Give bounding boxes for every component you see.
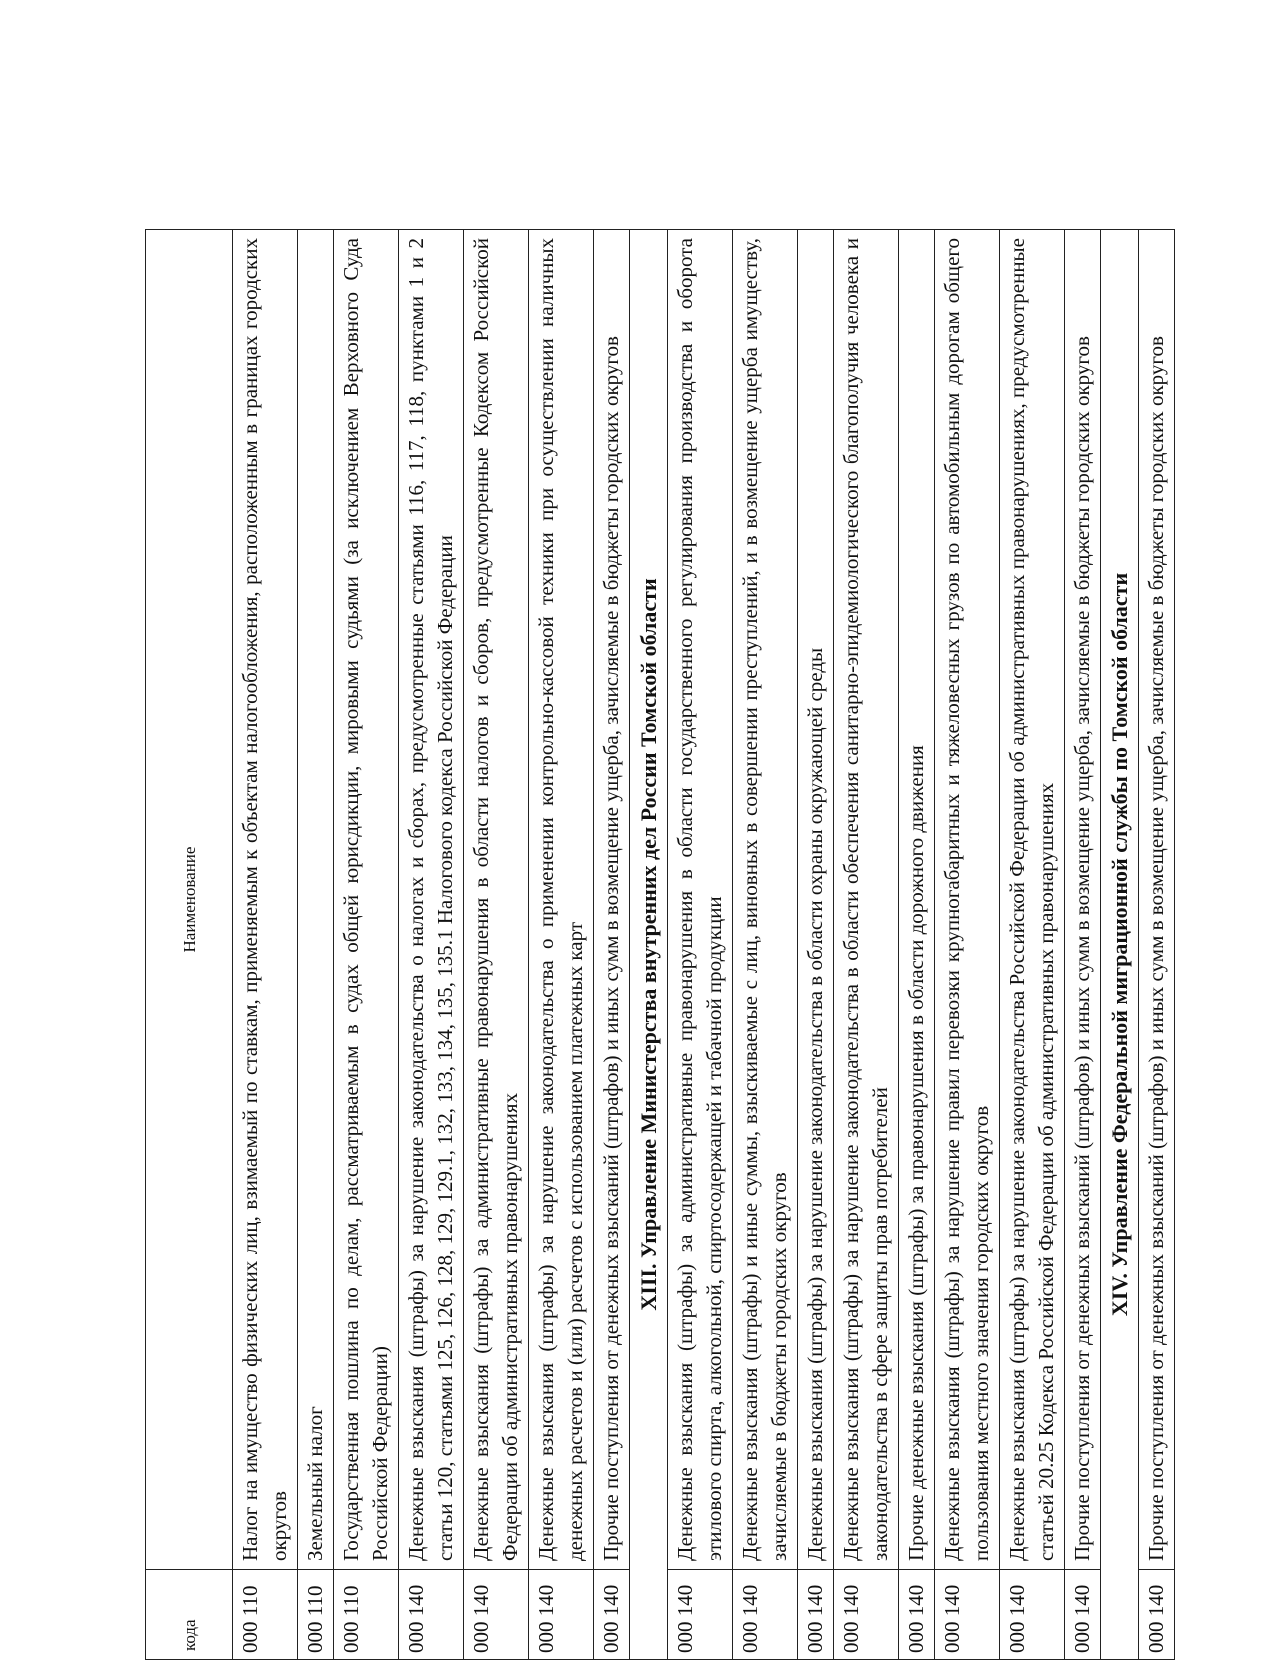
table-row [733,230,798,1660]
row-code: 000 140 [529,1570,594,1660]
row-name: Прочие поступления от денежных взысканий (штрафов) и иных сумм в возмещение ущерба, зачисляемые в бюджеты городских округов [1139,230,1175,1570]
section-title: XIII. Управление Министерства внутренних дел России Томской области [630,230,668,1660]
row-code: 000 140 [1000,1570,1065,1660]
row-code: 000 140 [834,1570,899,1660]
row-name: Налог на имущество физических лиц, взимаемый по ставкам, применяемым к объектам налогообложения, расположенным в границах городских округов [233,230,298,1570]
row-name: Денежные взыскания (штрафы) за нарушение законодательства в области обеспечения санитарно-эпидемиологического благополучия человека и законодательства в сфере защиты прав потребителей [834,230,899,1570]
name-column-header: Наименование [146,230,233,1570]
table-header-row [146,230,233,1660]
table-row [668,230,733,1660]
row-name: Денежные взыскания (штрафы) за нарушение правил перевозки крупногабаритных и тяжеловесных грузов по автомобильным дорогам общего пользования местного значения городских округов [935,230,1000,1570]
table-row [594,230,630,1660]
table-row [899,230,935,1660]
row-code: 000 140 [464,1570,529,1660]
row-name: Денежные взыскания (штрафы) за нарушение законодательства в области охраны окружающей среды [798,230,834,1570]
table-row [399,230,464,1660]
row-code: 000 140 [733,1570,798,1660]
row-name: Денежные взыскания (штрафы) за нарушение законодательства о применении контрольно-кассовой техники при осуществлении наличных денежных расчетов и (или) расчетов с использованием платежных карт [529,230,594,1570]
table-row [233,230,298,1660]
row-name: Государственная пошлина по делам, рассматриваемым в судах общей юрисдикции, мировыми судьями (за исключением Верховного Суда Российской Федерации) [334,230,399,1570]
row-name: Денежные взыскания (штрафы) за административные правонарушения в области государственного регулирования производства и оборота этилового спирта, алкогольной, спиртосодержащей и табачной продукции [668,230,733,1570]
row-code: 000 140 [399,1570,464,1660]
table-row [1139,230,1175,1660]
rotated-page [145,230,1275,1660]
row-code: 000 140 [1065,1570,1101,1660]
row-name: Денежные взыскания (штрафы) и иные суммы, взыскиваемые с лиц, виновных в совершении преступлений, и в возмещение ущерба имуществу, зачисляемые в бюджеты городских округов [733,230,798,1570]
table-row [1065,230,1101,1660]
row-code: 000 140 [668,1570,733,1660]
row-name: Прочие денежные взыскания (штрафы) за правонарушения в области дорожного движения [899,230,935,1570]
code-column-header: кода [146,1570,233,1660]
row-code: 000 140 [935,1570,1000,1660]
row-name: Денежные взыскания (штрафы) за нарушение законодательства Российской Федерации об административных правонарушениях, предусмотренные статьей 20.25 Кодекса Российской Федерации об административных правонарушениях [1000,230,1065,1570]
section-heading-row [630,230,668,1660]
table-row [529,230,594,1660]
table-row [1000,230,1065,1660]
table-row [935,230,1000,1660]
table-row [834,230,899,1660]
table-row [298,230,334,1660]
row-name: Прочие поступления от денежных взысканий (штрафов) и иных сумм в возмещение ущерба, зачисляемые в бюджеты городских округов [1065,230,1101,1570]
row-name: Денежные взыскания (штрафы) за административные правонарушения в области налогов и сборов, предусмотренные Кодексом Российской Федерации об административных правонарушениях [464,230,529,1570]
table-row [798,230,834,1660]
row-code: 000 140 [798,1570,834,1660]
row-code: 000 110 [233,1570,298,1660]
row-name: Денежные взыскания (штрафы) за нарушение законодательства о налогах и сборах, предусмотренные статьями 116, 117, 118, пунктами 1 и 2 статьи 120, статьями 125, 126, 128, 129, 129.1, 132, 133, 134, 135, 135.1 Налогового кодекса Российской Федерации [399,230,464,1570]
row-name: Прочие поступления от денежных взысканий (штрафов) и иных сумм в возмещение ущерба, зачисляемые в бюджеты городских округов [594,230,630,1570]
row-code: 000 110 [334,1570,399,1660]
revenue-codes-table [145,229,1175,1660]
row-code: 000 110 [298,1570,334,1660]
table-row [464,230,529,1660]
section-title: XIV. Управление Федеральной миграционной службы по Томской области [1101,230,1139,1660]
row-code: 000 140 [594,1570,630,1660]
row-name: Земельный налог [298,230,334,1570]
table-row [334,230,399,1660]
row-code: 000 140 [899,1570,935,1660]
row-code: 000 140 [1139,1570,1175,1660]
section-heading-row [1101,230,1139,1660]
